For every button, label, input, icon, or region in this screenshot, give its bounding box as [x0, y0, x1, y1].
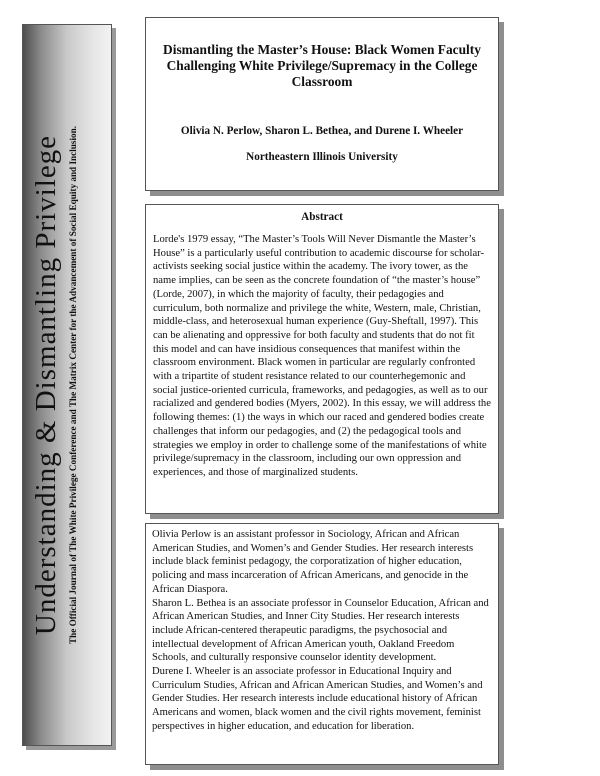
journal-spine	[22, 24, 112, 746]
article-authors: Olivia N. Perlow, Sharon L. Bethea, and Durene I. Wheeler	[180, 125, 464, 137]
bio-bethea: Sharon L. Bethea is an associate professor in Counselor Education, African and African American Studies, and Inner City Studies. Her research interests include African-centered therapeutic paradigms, the psychosocial and intellectual development of African American youth, Oakland Freedom Schools, and culturally responsive counselor identity development.	[152, 597, 489, 664]
spine-text-block	[25, 35, 109, 735]
bio-perlow: Olivia Perlow is an assistant professor in Sociology, African and African American Studies, and Women’s and Gender Studies. Her research interests include black feminist pedagogy, the corporatization of higher education, policing and mass incarceration of African Americans, and genocide in the African Diaspora.	[152, 529, 474, 595]
article-title: Dismantling the Master’s House: Black Women Faculty Challenging White Privilege/Supremacy in the College Classroom	[163, 42, 481, 89]
article-affiliation: Northeastern Illinois University	[246, 151, 398, 163]
abstract-box	[145, 204, 499, 514]
journal-title: Understanding & Dismantling Privilege	[30, 134, 62, 636]
abstract-body: Lorde's 1979 essay, “The Master’s Tools Will Never Dismantle the Master’s House” is a particularly useful contribution to academic discourse for scholar-activists seeking social justice within the academy. The ivory tower, as the name implies, can be seen as the concrete foundation of “the master’s house” (Lorde, 2007), in which the majority of faculty, their pedagogies and curriculum, both normalize and privilege the white, Western, male, Christian, middle-class, and heterosexual human experience (Guy-Sheftall, 1997). This can be alienating and oppressive for both faculty and students that do not fit this model and can have insidious consequences that manifest within the classroom environment. Black women in particular are regularly confronted with a tripartite of student resistance related to our counterhegemonic and social justice-oriented curricula, frameworks, and pedagogies, as well as to our racialized and gendered bodies (Myers, 2002). In this essay, we will address the following themes: (1) the ways in which our raced and gendered bodies create challenges that inform our pedagogies, and (2) the pedagogical tools and strategies we employ in order to challenge some of the manifestations of white privilege/supremacy in the classroom, including our own oppression and experiences, and those of marginalized students.	[153, 234, 491, 478]
bio-wheeler: Durene I. Wheeler is an associate professor in Educational Inquiry and Curriculum Studies, African and African American Studies, and Women’s and Gender Studies. Her research interests include educational history of African Americans and women, black women and the civil rights movement, feminist perspectives in higher education, and education for liberation.	[152, 666, 483, 732]
title-box	[145, 17, 499, 191]
abstract-heading: Abstract	[301, 211, 343, 223]
author-bios-box	[145, 523, 499, 765]
author-bios	[152, 528, 492, 734]
journal-subtitle: The Official Journal of The White Privilege Conference and The Matrix Center for the Advancement of Social Equity and Inclusion.	[68, 125, 78, 645]
